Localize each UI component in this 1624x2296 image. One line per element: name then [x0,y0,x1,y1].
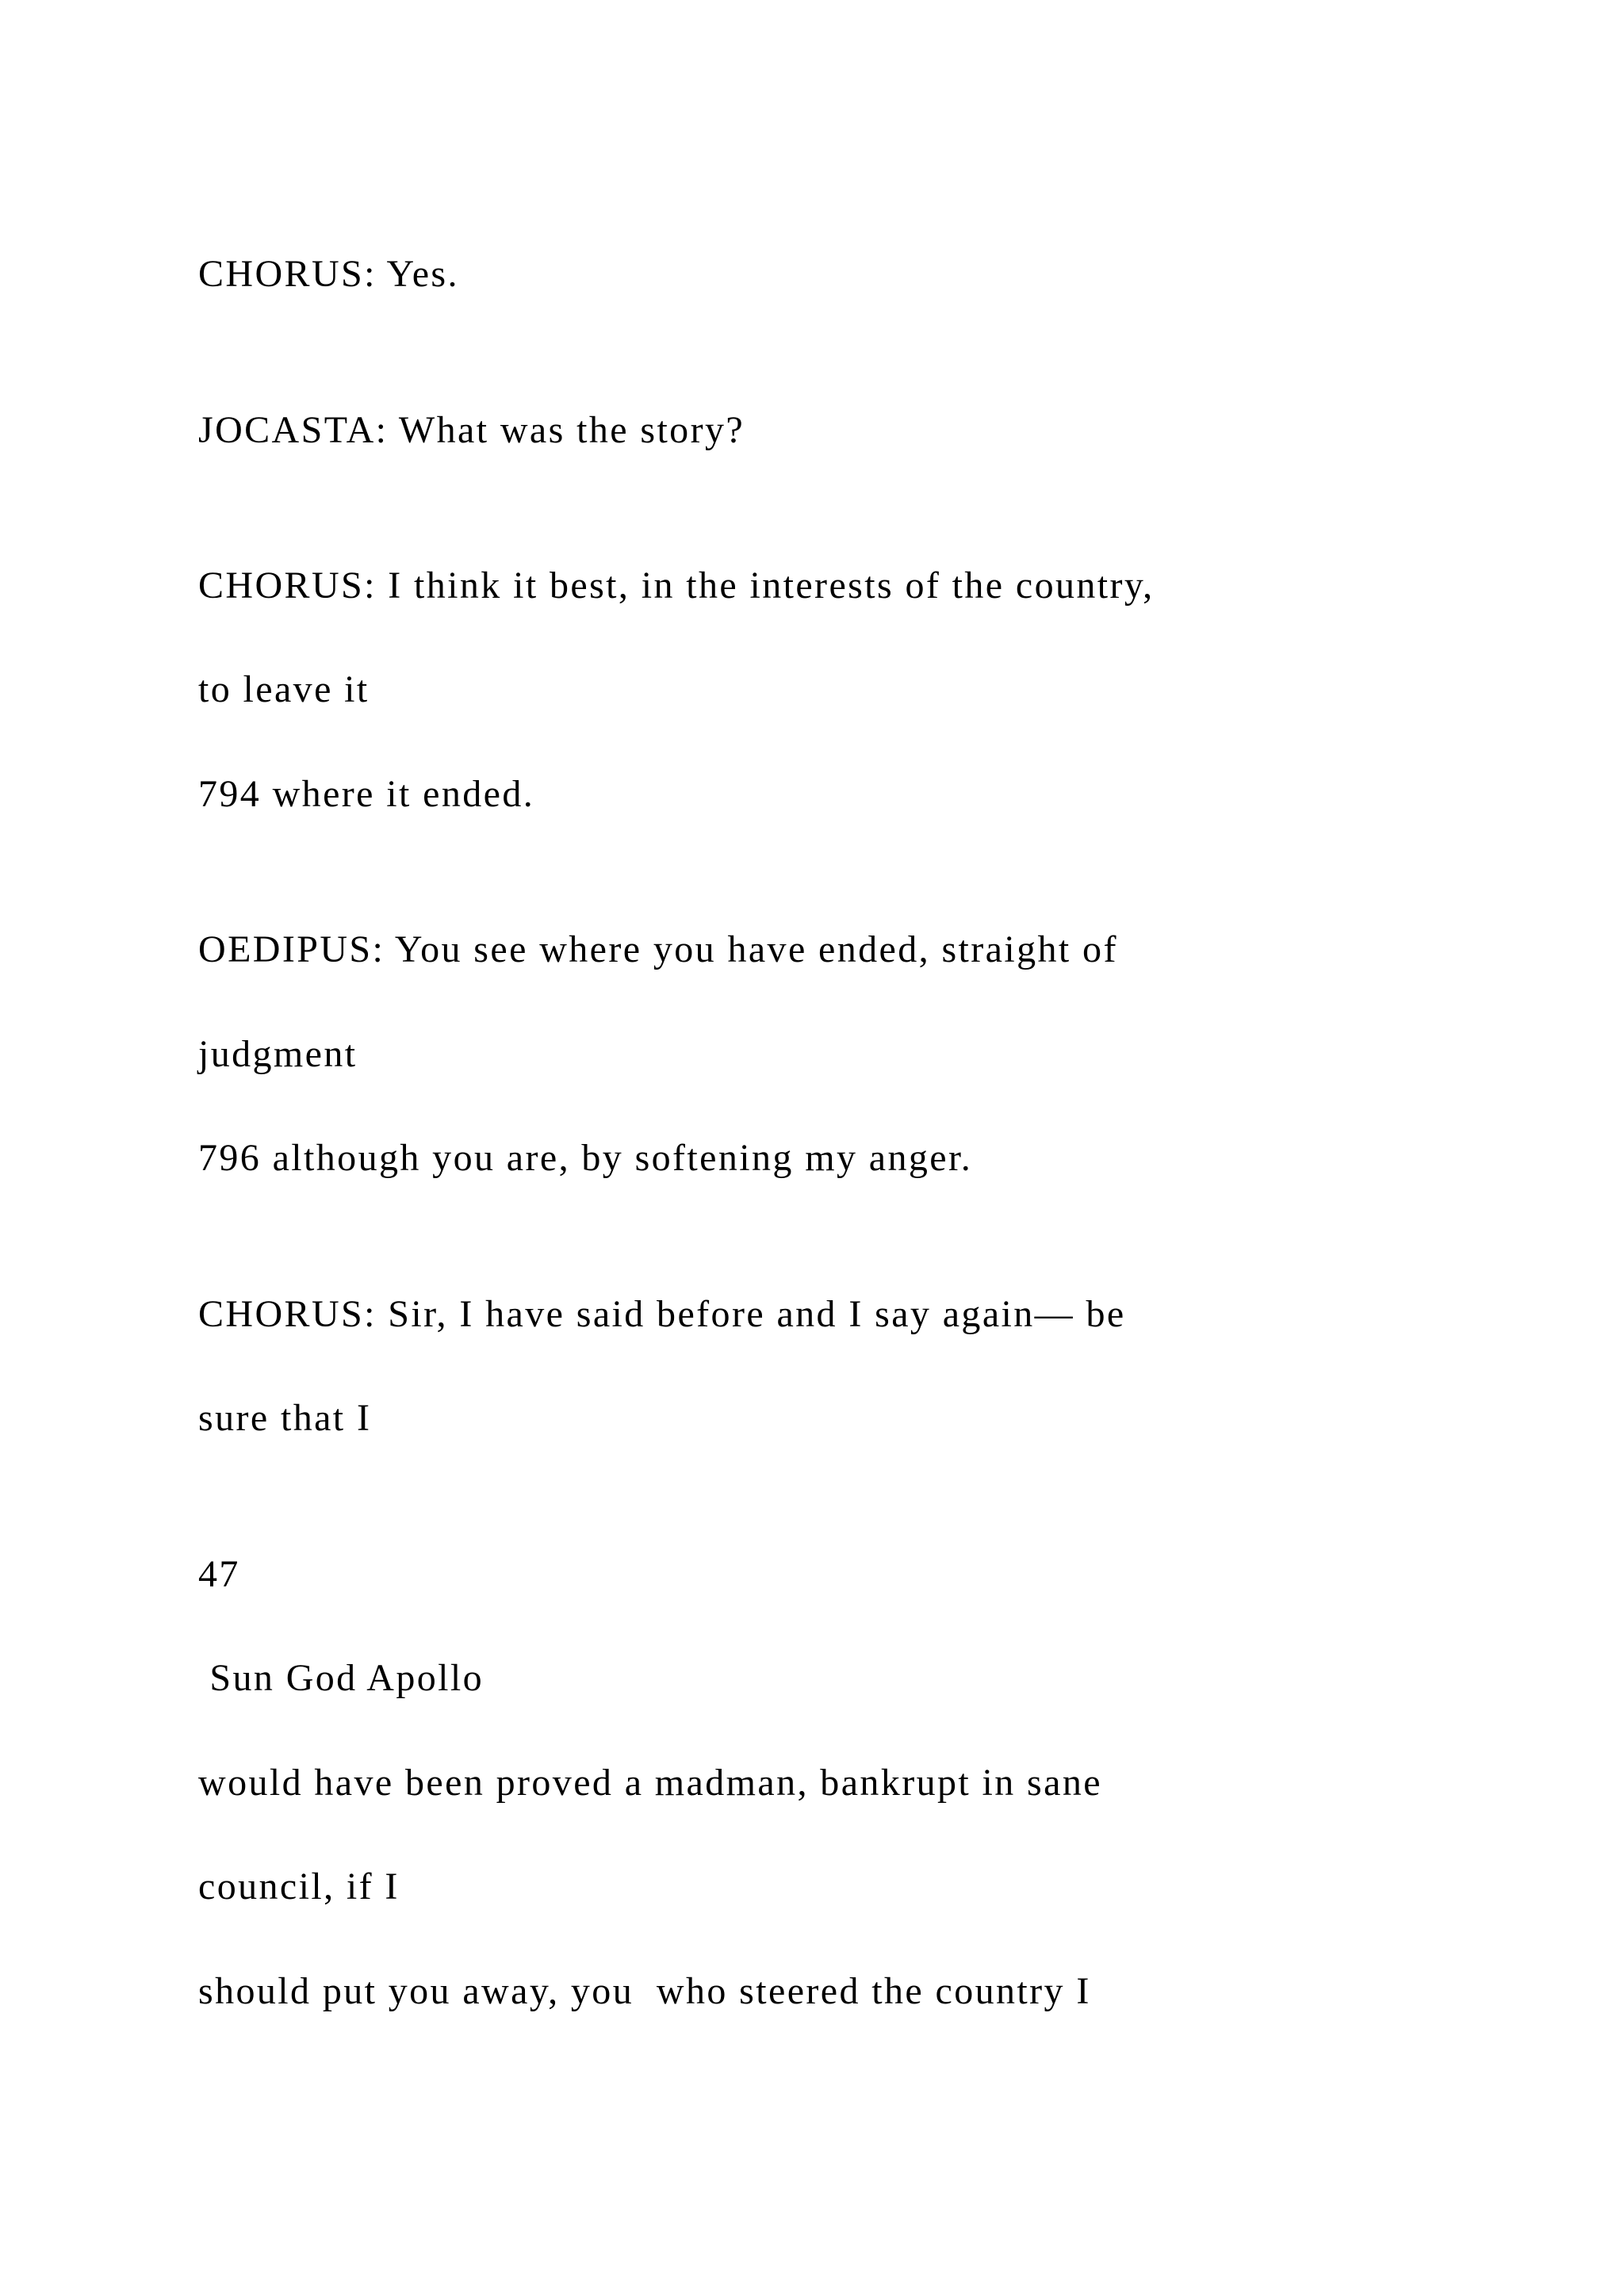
text-line: council, if I [198,1866,400,1908]
text-line: JOCASTA: What was the story? [198,409,745,451]
text-line: sure that I [198,1397,372,1439]
text-line: to leave it [198,668,370,710]
text-line: CHORUS: I think it best, in the interests of the country, [198,564,1155,607]
text-line: judgment [198,1033,358,1075]
text-line: CHORUS: Yes. [198,253,459,295]
text-line: Sun God Apollo [198,1657,485,1699]
text-line: CHORUS: Sir, I have said before and I say again— be [198,1293,1126,1335]
text-line: would have been proved a madman, bankrupt in sane [198,1762,1102,1804]
text-line: 794 where it ended. [198,773,535,815]
text-line: 796 although you are, by softening my anger. [198,1137,973,1179]
text-line: should put you away, you who steered the country I [198,1970,1091,2012]
page-number: 47 [198,1553,240,1595]
text-line: OEDIPUS: You see where you have ended, straight of [198,928,1118,970]
